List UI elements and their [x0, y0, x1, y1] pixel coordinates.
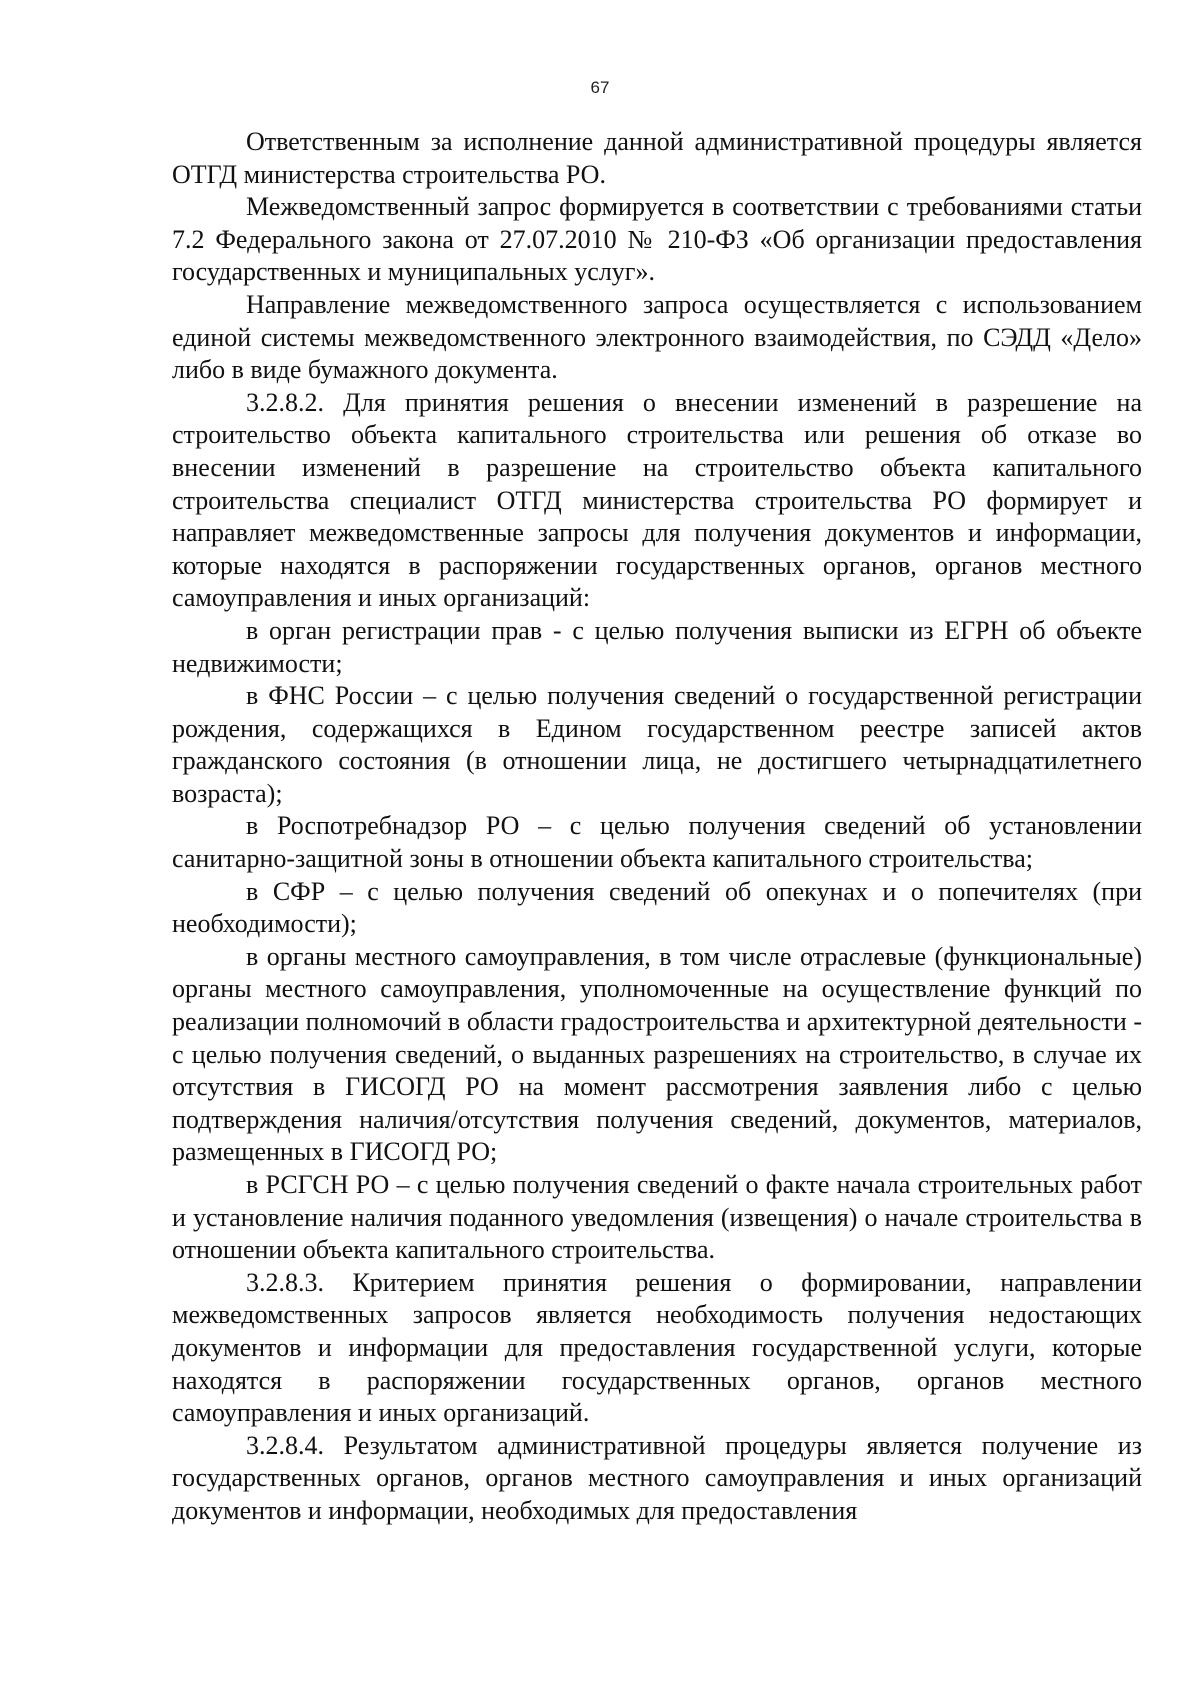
paragraph: в орган регистрации прав - с целью получения выписки из ЕГРН об объекте недвижимости; [172, 615, 1142, 678]
paragraph: в СФР – с целью получения сведений об опекунах и о попечителях (при необходимости); [172, 876, 1142, 939]
paragraph: в РСГСН РО – с целью получения сведений о факте начала строительных работ и установление наличия поданного уведомления (извещения) о начале строительства в отношении объекта капитального строительства. [172, 1170, 1142, 1265]
paragraph: 3.2.8.2. Для принятия решения о внесении изменений в разрешение на строительство объекта капитального строительства или решения об отказе во внесении изменений в разрешение на строительство объекта капитального строительства специалист ОТГД министерства строительства РО формирует и направляет межведомственные запросы для получения документов и информации, которые находятся в распоряжении государственных органов, органов местного самоуправления и иных организаций: [172, 387, 1142, 613]
paragraph: Межведомственный запрос формируется в соответствии с требованиями статьи 7.2 Федерального закона от 27.07.2010 № 210-ФЗ «Об организации предоставления государственных и муниципальных услуг». [172, 192, 1142, 287]
paragraph: Ответственным за исполнение данной административной процедуры является ОТГД министерства строительства РО. [172, 127, 1142, 189]
paragraph: 3.2.8.4. Результатом административной процедуры является получение из государственных органов, органов местного самоуправления и иных организаций документов и информации, необходимых для предоставления [172, 1430, 1142, 1525]
document-body [172, 126, 1142, 1528]
paragraph: в органы местного самоуправления, в том числе отраслевые (функциональные) органы местного самоуправления, уполномоченные на осуществление функций по реализации полномочий в области градостроительства и архитектурной деятельности - с целью получения сведений, о выданных разрешениях на строительство, в случае их отсутствия в ГИСОГД РО на момент рассмотрения заявления либо с целью подтверждения наличия/отсутствия получения сведений, документов, материалов, размещенных в ГИСОГД РО; [172, 941, 1142, 1167]
page-number: 67 [590, 78, 610, 97]
paragraph: в Роспотребнадзор РО – с целью получения сведений об установлении санитарно-защитной зоны в отношении объекта капитального строительства; [172, 811, 1142, 874]
paragraph: Направление межведомственного запроса осуществляется с использованием единой системы межведомственного электронного взаимодействия, по СЭДД «Дело» либо в виде бумажного документа. [172, 289, 1142, 385]
paragraph: 3.2.8.3. Критерием принятия решения о формировании, направлении межведомственных запросов является необходимость получения недостающих документов и информации для предоставления государственной услуги, которые находятся в распоряжении государственных органов, органов местного самоуправления и иных организаций. [172, 1267, 1142, 1428]
paragraph: в ФНС России – с целью получения сведений о государственной регистрации рождения, содержащихся в Едином государственном реестре записей актов гражданского состояния (в отношении лица, не достигшего четырнадцатилетнего возраста); [172, 681, 1142, 808]
